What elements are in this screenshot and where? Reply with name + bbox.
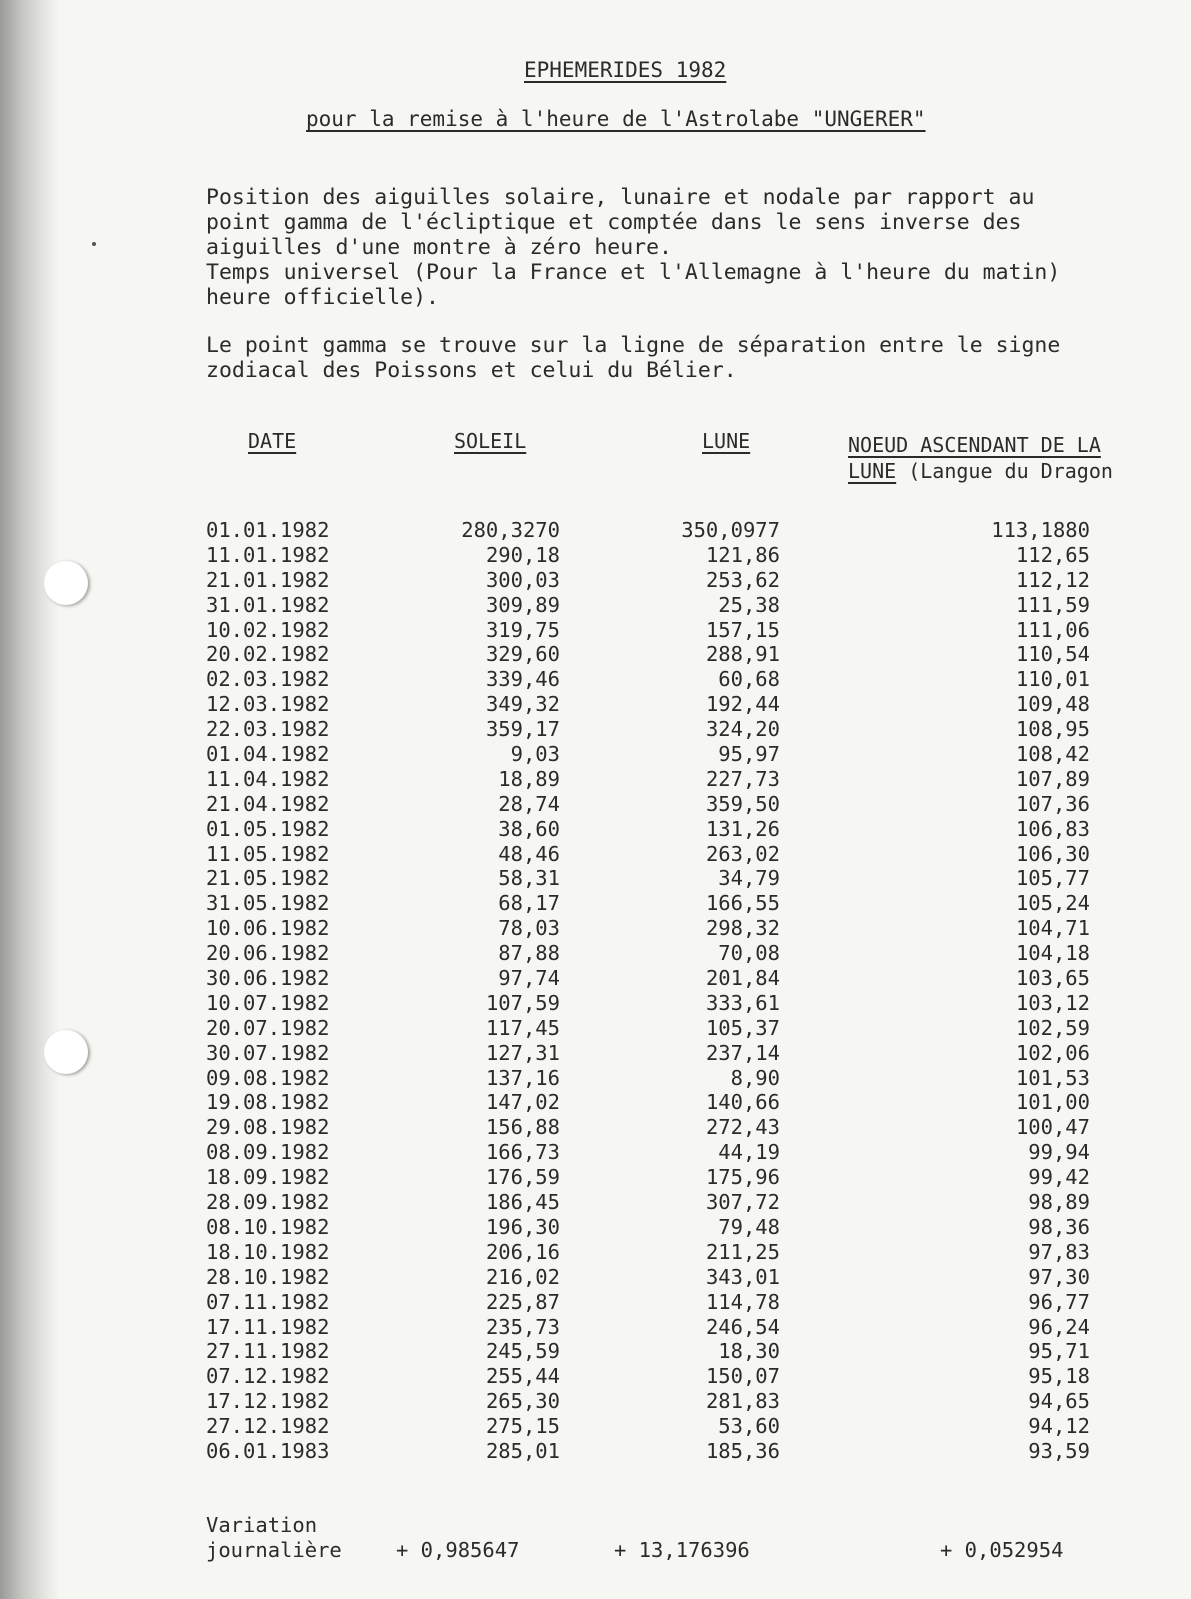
date-cell: 31.01.1982 xyxy=(206,592,330,617)
noeud-cell: 104,18 xyxy=(1015,941,1090,966)
noeud-cell: 109,48 xyxy=(1015,692,1090,717)
header-noeud-line1: NOEUD ASCENDANT DE LA xyxy=(848,433,1101,457)
soleil-cell: 68,17 xyxy=(498,891,560,916)
noeud-cell: 108,95 xyxy=(1015,717,1090,742)
lune-cell: 70,08 xyxy=(718,941,780,966)
date-cell: 30.06.1982 xyxy=(206,966,330,991)
date-cell: 02.03.1982 xyxy=(206,667,330,692)
soleil-cell: 309,89 xyxy=(485,592,560,617)
page-title: EPHEMERIDES 1982 xyxy=(524,58,727,82)
soleil-cell: 176,59 xyxy=(485,1165,560,1190)
intro-line: aiguilles d'une montre à zéro heure. xyxy=(206,235,672,260)
noeud-cell: 95,18 xyxy=(1028,1364,1090,1389)
soleil-cell: 107,59 xyxy=(485,990,560,1015)
soleil-cell: 290,18 xyxy=(485,542,560,567)
lune-cell: 253,62 xyxy=(705,567,780,592)
noeud-cell: 98,89 xyxy=(1028,1190,1090,1215)
lune-cell: 131,26 xyxy=(705,816,780,841)
soleil-cell: 206,16 xyxy=(485,1239,560,1264)
soleil-cell: 255,44 xyxy=(485,1364,560,1389)
lune-cell: 227,73 xyxy=(705,766,780,791)
soleil-cell: 87,88 xyxy=(498,941,560,966)
soleil-cell: 127,31 xyxy=(485,1040,560,1065)
noeud-cell: 108,42 xyxy=(1015,742,1090,767)
soleil-cell: 280,3270 xyxy=(461,518,560,542)
date-cell: 01.01.1982 xyxy=(206,518,330,542)
date-cell: 20.06.1982 xyxy=(206,941,330,966)
header-soleil-label: SOLEIL xyxy=(454,429,527,453)
date-cell: 07.11.1982 xyxy=(206,1289,330,1314)
date-cell: 08.10.1982 xyxy=(206,1214,330,1239)
noeud-cell: 101,00 xyxy=(1015,1090,1090,1115)
date-cell: 29.08.1982 xyxy=(206,1115,330,1140)
soleil-cell: 156,88 xyxy=(485,1115,560,1140)
soleil-cell: 137,16 xyxy=(485,1065,560,1090)
header-noeud-line2-underlined: LUNE xyxy=(848,459,897,483)
lune-cell: 150,07 xyxy=(705,1364,780,1389)
intro-line: heure officielle). xyxy=(206,285,439,310)
lune-column xyxy=(660,518,780,1464)
date-cell: 20.07.1982 xyxy=(206,1015,330,1040)
noeud-cell: 99,42 xyxy=(1028,1165,1090,1190)
intro-line: Position des aiguilles solaire, lunaire et nodale par rapport au xyxy=(206,185,1035,210)
lune-cell: 34,79 xyxy=(718,866,780,891)
date-cell: 31.05.1982 xyxy=(206,891,330,916)
noeud-cell: 100,47 xyxy=(1015,1115,1090,1140)
lune-cell: 44,19 xyxy=(718,1140,780,1165)
noeud-cell: 112,65 xyxy=(1015,542,1090,567)
noeud-cell: 110,54 xyxy=(1015,642,1090,667)
soleil-cell: 265,30 xyxy=(485,1389,560,1414)
noeud-cell: 103,65 xyxy=(1015,966,1090,991)
soleil-cell: 349,32 xyxy=(485,692,560,717)
soleil-cell: 339,46 xyxy=(485,667,560,692)
noeud-cell: 111,59 xyxy=(1015,592,1090,617)
lune-cell: 185,36 xyxy=(705,1438,780,1463)
lune-cell: 246,54 xyxy=(705,1314,780,1339)
noeud-cell: 111,06 xyxy=(1015,617,1090,642)
noeud-cell: 107,89 xyxy=(1015,766,1090,791)
soleil-column xyxy=(440,518,560,1464)
lune-cell: 333,61 xyxy=(705,990,780,1015)
soleil-cell: 38,60 xyxy=(498,816,560,841)
header-soleil xyxy=(454,428,526,454)
lune-cell: 114,78 xyxy=(705,1289,780,1314)
date-cell: 20.02.1982 xyxy=(206,642,330,667)
lune-cell: 201,84 xyxy=(705,966,780,991)
noeud-cell: 99,94 xyxy=(1028,1140,1090,1165)
soleil-cell: 186,45 xyxy=(485,1190,560,1215)
date-cell: 18.09.1982 xyxy=(206,1165,330,1190)
variation-journaliere-label: journalière xyxy=(206,1538,342,1562)
lune-cell: 263,02 xyxy=(705,841,780,866)
lune-cell: 175,96 xyxy=(705,1165,780,1190)
noeud-cell: 103,12 xyxy=(1015,990,1090,1015)
date-cell: 28.10.1982 xyxy=(206,1264,330,1289)
date-cell: 28.09.1982 xyxy=(206,1190,330,1215)
date-cell: 21.01.1982 xyxy=(206,567,330,592)
soleil-cell: 147,02 xyxy=(485,1090,560,1115)
variation-lune: + 13,176396 xyxy=(614,1538,750,1562)
date-cell: 12.03.1982 xyxy=(206,692,330,717)
noeud-cell: 101,53 xyxy=(1015,1065,1090,1090)
lune-cell: 307,72 xyxy=(705,1190,780,1215)
soleil-cell: 216,02 xyxy=(485,1264,560,1289)
lune-cell: 95,97 xyxy=(718,742,780,767)
soleil-cell: 58,31 xyxy=(498,866,560,891)
date-cell: 01.05.1982 xyxy=(206,816,330,841)
noeud-cell: 105,24 xyxy=(1015,891,1090,916)
date-cell: 10.06.1982 xyxy=(206,916,330,941)
lune-cell: 60,68 xyxy=(718,667,780,692)
lune-cell: 192,44 xyxy=(705,692,780,717)
header-lune-label: LUNE xyxy=(702,429,751,453)
lune-cell: 166,55 xyxy=(705,891,780,916)
lune-cell: 157,15 xyxy=(705,617,780,642)
noeud-cell: 105,77 xyxy=(1015,866,1090,891)
date-cell: 09.08.1982 xyxy=(206,1065,330,1090)
scan-speck xyxy=(92,242,96,246)
lune-cell: 359,50 xyxy=(705,791,780,816)
noeud-cell: 106,30 xyxy=(1015,841,1090,866)
soleil-cell: 319,75 xyxy=(485,617,560,642)
soleil-cell: 166,73 xyxy=(485,1140,560,1165)
date-cell: 27.11.1982 xyxy=(206,1339,330,1364)
soleil-cell: 225,87 xyxy=(485,1289,560,1314)
lune-cell: 298,32 xyxy=(705,916,780,941)
noeud-cell: 104,71 xyxy=(1015,916,1090,941)
soleil-cell: 245,59 xyxy=(485,1339,560,1364)
lune-cell: 237,14 xyxy=(705,1040,780,1065)
lune-cell: 211,25 xyxy=(705,1239,780,1264)
note-paragraph xyxy=(206,333,1191,383)
page-subtitle: pour la remise à l'heure de l'Astrolabe "UNGERER" xyxy=(306,107,926,131)
noeud-cell: 96,77 xyxy=(1028,1289,1090,1314)
soleil-cell: 48,46 xyxy=(498,841,560,866)
header-noeud xyxy=(848,432,1113,484)
header-date xyxy=(248,428,296,454)
soleil-cell: 275,15 xyxy=(485,1414,560,1439)
noeud-cell: 94,12 xyxy=(1028,1414,1090,1439)
date-cell: 27.12.1982 xyxy=(206,1414,330,1439)
date-cell: 17.12.1982 xyxy=(206,1389,330,1414)
lune-cell: 288,91 xyxy=(705,642,780,667)
note-line: Le point gamma se trouve sur la ligne de séparation entre le signe xyxy=(206,333,1061,358)
noeud-cell: 113,1880 xyxy=(991,518,1090,542)
soleil-cell: 97,74 xyxy=(498,966,560,991)
date-cell: 30.07.1982 xyxy=(206,1040,330,1065)
lune-cell: 79,48 xyxy=(718,1214,780,1239)
date-cell: 07.12.1982 xyxy=(206,1364,330,1389)
lune-cell: 53,60 xyxy=(718,1414,780,1439)
noeud-cell: 107,36 xyxy=(1015,791,1090,816)
date-cell: 11.05.1982 xyxy=(206,841,330,866)
punch-hole-bottom xyxy=(44,1030,88,1074)
date-column xyxy=(206,518,329,1464)
variation-soleil: + 0,985647 xyxy=(396,1538,520,1562)
lune-cell: 324,20 xyxy=(705,717,780,742)
lune-cell: 25,38 xyxy=(718,592,780,617)
lune-cell: 121,86 xyxy=(705,542,780,567)
noeud-cell: 95,71 xyxy=(1028,1339,1090,1364)
lune-cell: 140,66 xyxy=(705,1090,780,1115)
soleil-cell: 300,03 xyxy=(485,567,560,592)
date-cell: 21.05.1982 xyxy=(206,866,330,891)
soleil-cell: 235,73 xyxy=(485,1314,560,1339)
soleil-cell: 18,89 xyxy=(498,766,560,791)
noeud-cell: 97,30 xyxy=(1028,1264,1090,1289)
soleil-cell: 28,74 xyxy=(498,791,560,816)
soleil-cell: 359,17 xyxy=(485,717,560,742)
date-cell: 06.01.1983 xyxy=(206,1438,330,1463)
intro-line: Temps universel (Pour la France et l'Allemagne à l'heure du matin) xyxy=(206,260,1061,285)
intro-paragraph xyxy=(206,185,1191,310)
variation-label: Variation xyxy=(206,1513,318,1537)
note-line: zodiacal des Poissons et celui du Bélier. xyxy=(206,358,737,383)
date-cell: 21.04.1982 xyxy=(206,791,330,816)
date-cell: 22.03.1982 xyxy=(206,717,330,742)
date-cell: 11.04.1982 xyxy=(206,766,330,791)
header-noeud-line2-rest: (Langue du Dragon xyxy=(896,459,1113,483)
date-cell: 10.02.1982 xyxy=(206,617,330,642)
variation-noeud: + 0,052954 xyxy=(940,1538,1064,1562)
soleil-cell: 196,30 xyxy=(485,1214,560,1239)
date-cell: 18.10.1982 xyxy=(206,1239,330,1264)
lune-cell: 105,37 xyxy=(705,1015,780,1040)
noeud-cell: 102,59 xyxy=(1015,1015,1090,1040)
noeud-cell: 102,06 xyxy=(1015,1040,1090,1065)
lune-cell: 350,0977 xyxy=(681,518,780,542)
noeud-cell: 97,83 xyxy=(1028,1239,1090,1264)
soleil-cell: 9,03 xyxy=(510,742,560,767)
lune-cell: 281,83 xyxy=(705,1389,780,1414)
date-cell: 01.04.1982 xyxy=(206,742,330,767)
lune-cell: 8,90 xyxy=(730,1065,780,1090)
date-cell: 11.01.1982 xyxy=(206,542,330,567)
intro-line: point gamma de l'écliptique et comptée dans le sens inverse des xyxy=(206,210,1022,235)
lune-cell: 18,30 xyxy=(718,1339,780,1364)
noeud-cell: 96,24 xyxy=(1028,1314,1090,1339)
header-lune xyxy=(702,428,750,454)
noeud-cell: 112,12 xyxy=(1015,567,1090,592)
date-cell: 10.07.1982 xyxy=(206,990,330,1015)
date-cell: 08.09.1982 xyxy=(206,1140,330,1165)
noeud-cell: 110,01 xyxy=(1015,667,1090,692)
soleil-cell: 285,01 xyxy=(485,1438,560,1463)
punch-hole-top xyxy=(44,561,88,605)
noeud-cell: 93,59 xyxy=(1028,1438,1090,1463)
noeud-cell: 94,65 xyxy=(1028,1389,1090,1414)
date-cell: 19.08.1982 xyxy=(206,1090,330,1115)
soleil-cell: 78,03 xyxy=(498,916,560,941)
noeud-column xyxy=(950,518,1090,1464)
date-cell: 17.11.1982 xyxy=(206,1314,330,1339)
lune-cell: 343,01 xyxy=(705,1264,780,1289)
noeud-cell: 98,36 xyxy=(1028,1214,1090,1239)
soleil-cell: 329,60 xyxy=(485,642,560,667)
header-date-label: DATE xyxy=(248,429,297,453)
noeud-cell: 106,83 xyxy=(1015,816,1090,841)
scan-edge-shadow xyxy=(0,0,60,1599)
soleil-cell: 117,45 xyxy=(485,1015,560,1040)
lune-cell: 272,43 xyxy=(705,1115,780,1140)
